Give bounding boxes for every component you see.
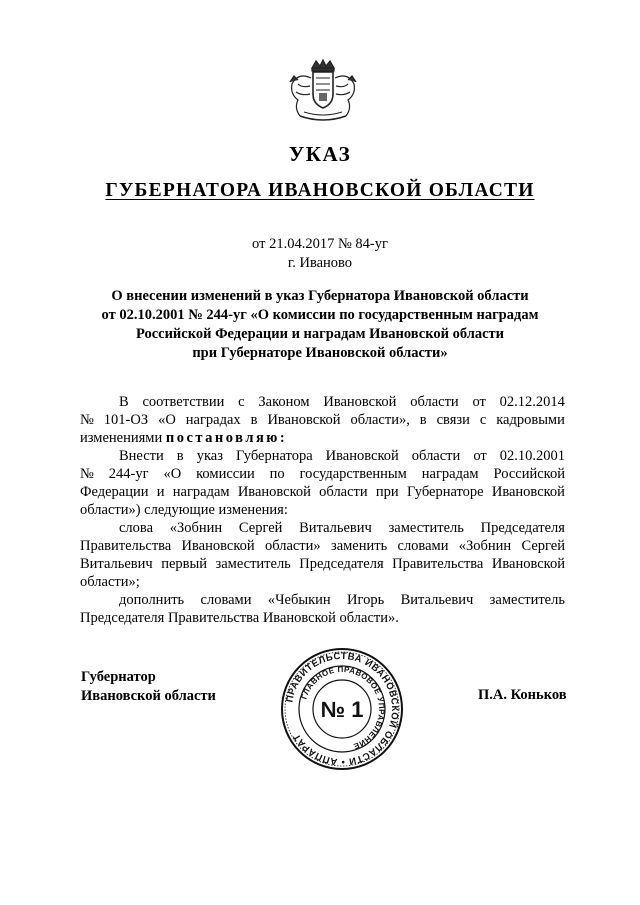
- word: Правительства: [80, 538, 172, 554]
- word: словами: [200, 592, 252, 608]
- word: заместитель: [489, 592, 565, 608]
- word: наградам: [421, 466, 479, 482]
- word: Витальевич: [80, 556, 153, 572]
- word: 101-ОЗ: [103, 412, 149, 428]
- word: 02.12.2014: [499, 394, 565, 410]
- heading-line: Российской Федерации и наградам Ивановской области: [135, 326, 505, 342]
- word: от: [472, 394, 486, 410]
- position-line: Губернатор: [81, 669, 156, 685]
- word: в: [250, 412, 258, 428]
- word: Ивановской: [237, 484, 311, 500]
- word: Витальевич: [299, 520, 372, 536]
- body-line: [80, 429, 565, 447]
- word: указ: [196, 448, 223, 464]
- word: Губернатора: [235, 448, 313, 464]
- body-line: области») следующие изменения:: [80, 502, 288, 518]
- subtitle-text: ГУБЕРНАТОРА ИВАНОВСКОЙ ОБЛАСТИ: [105, 180, 535, 201]
- stamp-outer-text: ПРАВИТЕЛЬСТВА ИВАНОВСКОЙ ОБЛАСТИ • АППАРАТ: [284, 650, 401, 768]
- coat-of-arms-emblem: [286, 58, 360, 124]
- word: Внести: [119, 448, 164, 464]
- word: Витальевич: [400, 592, 474, 608]
- word: заместитель: [215, 556, 291, 572]
- word: Председателя: [299, 556, 384, 572]
- body-line: [80, 447, 565, 465]
- document-body: [80, 393, 565, 627]
- word: области»,: [350, 412, 410, 428]
- word: «Зобнин: [458, 538, 512, 554]
- word: в: [176, 448, 184, 464]
- position-line: Ивановской области: [81, 688, 216, 704]
- word: Губернаторе: [406, 484, 484, 500]
- document-subtitle: [0, 180, 640, 202]
- word: №: [80, 412, 94, 428]
- heading-line: О внесении изменений в указ Губернатора Ивановской области: [111, 288, 529, 304]
- word: «О: [158, 412, 176, 428]
- word: «О: [163, 466, 182, 482]
- body-line: [80, 519, 565, 537]
- word: области»: [264, 538, 321, 554]
- word: Сергей: [238, 520, 283, 536]
- word: первый: [161, 556, 207, 572]
- word: Сергей: [521, 538, 565, 554]
- document-date-number: от 21.04.2017 № 84-уг: [252, 236, 388, 252]
- heading-line: от 02.10.2001 № 244-уг «О комиссии по государственным наградам: [101, 307, 539, 323]
- word: с: [479, 412, 487, 428]
- body-line: [80, 393, 565, 411]
- word: по: [269, 466, 285, 482]
- word: наградам: [172, 484, 230, 500]
- resolve-word: постановляю:: [165, 430, 288, 446]
- word: от: [473, 448, 487, 464]
- word: Ивановской: [325, 448, 399, 464]
- word: «Чебыкин: [267, 592, 331, 608]
- word: словами: [397, 538, 449, 554]
- word: Российской: [493, 466, 565, 482]
- word: Законом: [258, 394, 310, 410]
- word: Федерации: [80, 484, 149, 500]
- body-line: области»;: [80, 574, 140, 590]
- body-line: [80, 465, 565, 483]
- signatory-position: [81, 668, 216, 706]
- word: Игорь: [347, 592, 385, 608]
- word: 02.10.2001: [499, 448, 565, 464]
- stamp-number: № 1: [320, 697, 364, 722]
- word: Ивановской: [491, 484, 565, 500]
- word: Правительства: [392, 556, 484, 572]
- body-line: [80, 537, 565, 555]
- word: соответствии: [142, 394, 225, 410]
- official-stamp: [280, 647, 404, 771]
- signatory-name: П.А. Коньков: [478, 687, 567, 703]
- word: области: [319, 484, 368, 500]
- word: Ивановской: [181, 538, 255, 554]
- body-line: [80, 483, 565, 501]
- word: государственным: [299, 466, 407, 482]
- word: В: [119, 394, 129, 410]
- word: заменить: [330, 538, 388, 554]
- word: области: [410, 394, 459, 410]
- word: при: [375, 484, 399, 500]
- word: кадровыми: [496, 412, 565, 428]
- word: наградах: [185, 412, 241, 428]
- body-line: [80, 591, 565, 609]
- body-line: Председателя Правительства Ивановской области».: [80, 610, 399, 626]
- word: Ивановской: [491, 556, 565, 572]
- document-city: г. Иваново: [287, 255, 353, 271]
- body-line: [80, 555, 565, 573]
- word: 244-уг: [108, 466, 149, 482]
- body-line: [80, 411, 565, 429]
- word: области: [411, 448, 461, 464]
- word: и: [156, 484, 165, 500]
- body-text: изменениями: [80, 430, 163, 446]
- word: связи: [436, 412, 470, 428]
- word: комиссии: [196, 466, 255, 482]
- stamp-inner-text: ГЛАВНОЕ ПРАВОВОЕ УПРАВЛЕНИЕ: [299, 664, 387, 752]
- word: дополнить: [119, 592, 185, 608]
- heading-line: при Губернаторе Ивановской области»: [192, 345, 448, 361]
- word: слова: [119, 520, 154, 536]
- word: Ивановской: [267, 412, 341, 428]
- word: «Зобнин: [169, 520, 223, 536]
- document-heading: [60, 287, 580, 363]
- word: Председателя: [480, 520, 565, 536]
- document-title: УКАЗ: [288, 142, 352, 166]
- word: Ивановской: [323, 394, 397, 410]
- word: с: [238, 394, 245, 410]
- word: в: [419, 412, 427, 428]
- word: №: [80, 466, 94, 482]
- word: заместитель: [388, 520, 464, 536]
